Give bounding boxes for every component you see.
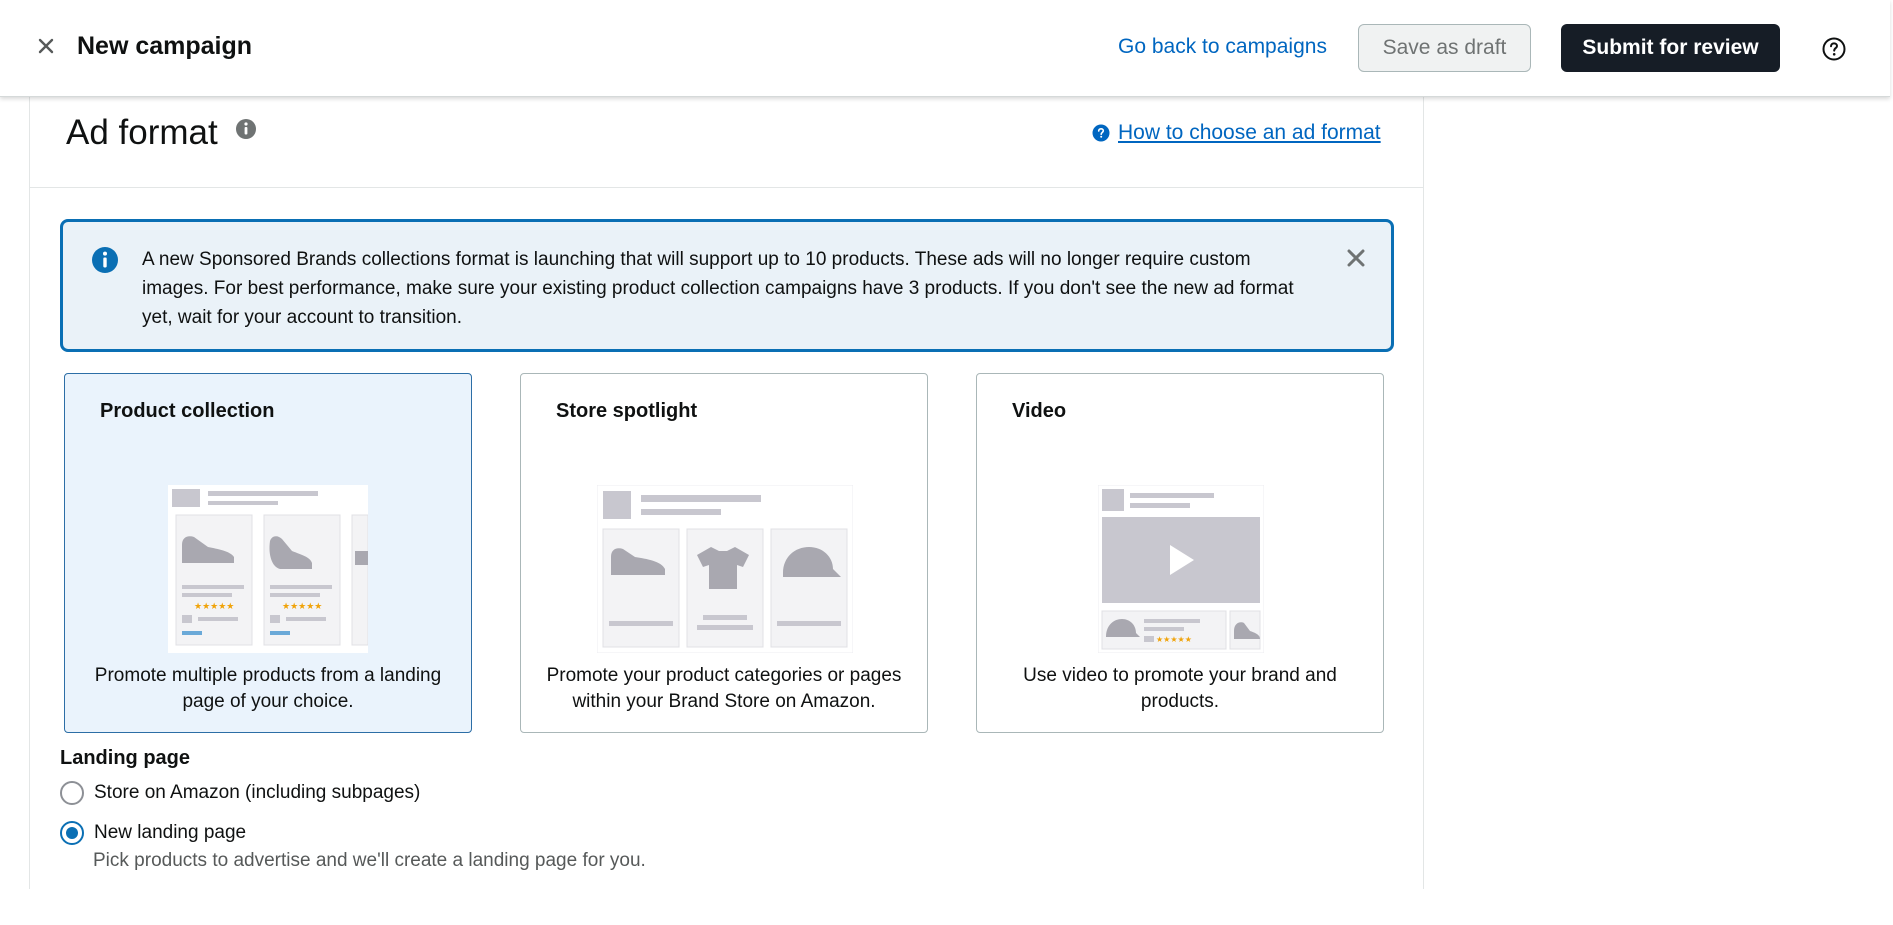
close-icon[interactable]	[34, 34, 58, 58]
info-icon	[91, 246, 119, 274]
submit-for-review-button[interactable]: Submit for review	[1561, 24, 1780, 72]
card-description: Promote multiple products from a landing page of your choice.	[94, 665, 442, 712]
radio-label: Store on Amazon (including subpages)	[94, 782, 421, 803]
radio-new-landing-page[interactable]	[60, 821, 246, 845]
question-circle-icon[interactable]	[1821, 36, 1847, 62]
save-draft-button[interactable]: Save as draft	[1358, 24, 1531, 72]
divider	[30, 187, 1423, 188]
card-description: Use video to promote your brand and products.	[1023, 665, 1337, 712]
radio-label: New landing page	[94, 822, 247, 843]
format-card-video[interactable]	[976, 373, 1384, 733]
product-collection-illustration	[168, 485, 368, 653]
store-spotlight-illustration	[597, 485, 853, 653]
card-title: Store spotlight	[556, 400, 698, 422]
ad-format-panel	[29, 97, 1424, 889]
radio-button[interactable]	[60, 821, 84, 845]
help-circle-icon	[1092, 124, 1110, 142]
svg-text:★★★★★: ★★★★★	[1156, 635, 1192, 644]
go-back-link[interactable]: Go back to campaigns	[1118, 35, 1327, 58]
svg-text:★★★★★: ★★★★★	[194, 602, 235, 612]
top-bar	[0, 0, 1890, 97]
section-title: Ad format	[66, 113, 218, 152]
info-icon[interactable]	[235, 118, 257, 140]
close-icon[interactable]	[1346, 248, 1366, 268]
svg-text:★★★★★: ★★★★★	[282, 602, 323, 612]
page-title: New campaign	[77, 32, 253, 60]
format-card-product-collection[interactable]	[64, 373, 472, 733]
how-to-choose-link[interactable]	[1092, 121, 1381, 145]
format-card-store-spotlight[interactable]	[520, 373, 928, 733]
radio-sublabel: Pick products to advertise and we'll create a landing page for you.	[93, 850, 646, 871]
card-title: Video	[1012, 400, 1067, 422]
video-illustration	[1098, 485, 1264, 653]
card-description: Promote your product categories or pages within your Brand Store on Amazon.	[546, 665, 902, 712]
alert-message: A new Sponsored Brands collections format is launching that will support up to 10 products. These ads will no longer require custom images. For best performance, make sure your existing product collection campaigns have 3 products. If you don't see the new ad format yet, wait for your account to transition.	[142, 249, 1294, 328]
radio-button[interactable]	[60, 781, 84, 805]
landing-page-label: Landing page	[60, 747, 190, 769]
radio-store-on-amazon[interactable]	[60, 781, 420, 805]
info-alert	[60, 219, 1394, 352]
card-title: Product collection	[100, 400, 275, 422]
how-to-choose-link-text[interactable]: How to choose an ad format	[1118, 121, 1381, 144]
